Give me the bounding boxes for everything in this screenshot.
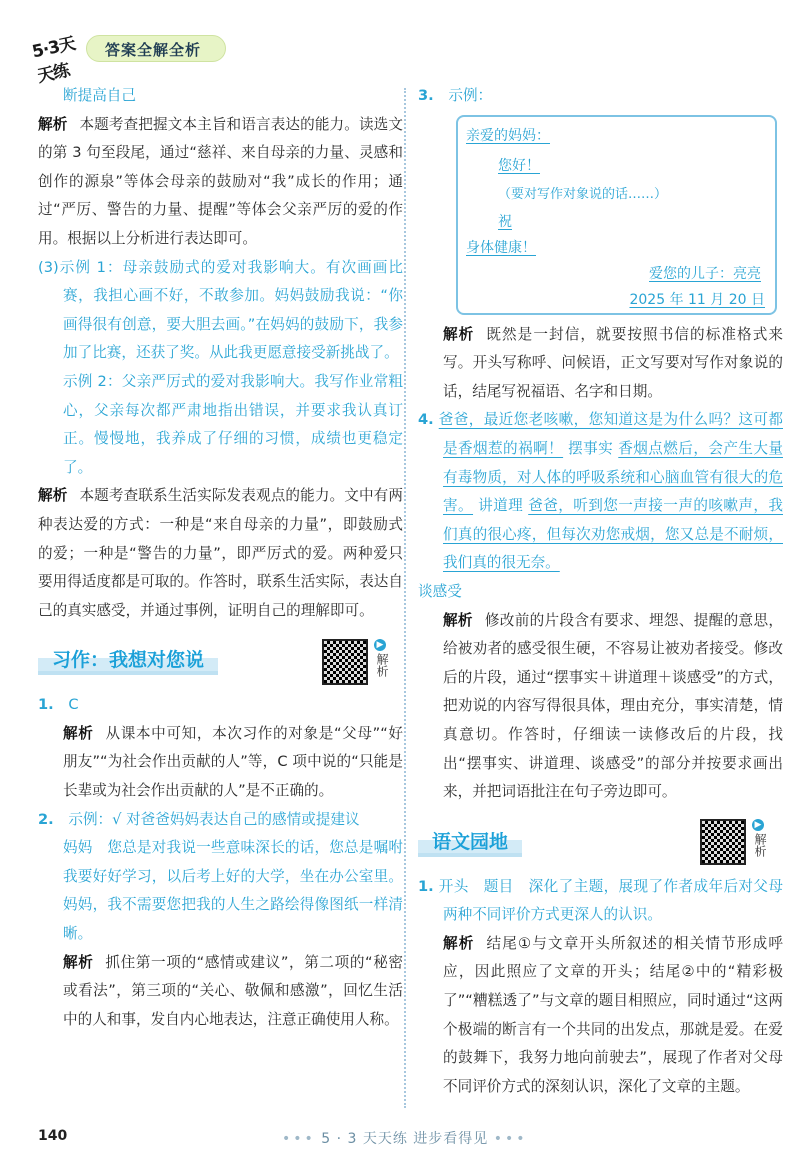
play-icon: ▶	[752, 819, 764, 831]
analysis-text: 从课本中可知，本次习作的对象是“父母”“好朋友”“为社会作出贡献的人”等，C 项中说的“只能是长辈或为社会作出贡献的人”是不正确的。	[63, 724, 403, 800]
letter-salutation: 亲爱的妈妈：	[466, 127, 550, 144]
analysis-text: 抓住第一项的“感情或建议”，第二项的“秘密或看法”，第三项的“关心、敬佩和感激”，回忆生活中的人和事，发自内心地表达，注意正确使用人称。	[63, 953, 403, 1028]
footer-text: 5 · 3 天天练 进步看得见	[321, 1131, 489, 1147]
letter-signature: 爱您的儿子：亮亮	[649, 265, 761, 282]
analysis-tag: 解析	[63, 724, 94, 742]
analysis-tag: 解析	[38, 487, 68, 505]
left-column	[38, 82, 403, 1034]
letter-wish-2: 身体健康！	[466, 239, 536, 256]
footer-slogan	[282, 1128, 528, 1148]
annotation-keyword: 讲道理	[478, 497, 524, 515]
revised-text-2: 香烟点燃后，会产生大量有毒物质，对人体的呼吸系统和心脑血管有很大的危害。	[443, 439, 783, 515]
annotation-keyword: 摆事实	[568, 439, 614, 457]
question-item	[38, 806, 403, 835]
analysis-block	[38, 482, 403, 625]
annotation-keyword: 谈感受	[418, 582, 462, 600]
question-number: 4.	[418, 411, 434, 429]
analysis-text: 结尾①与文章开头所叙述的相关情节形成呼应，因此照应了文章的开头；结尾②中的“精彩极了”“糟糕透了”与文章的题目相照应，同时通过“这两个极端的断言有一个共同的出发点，那就是爱。在爱的鼓舞下，我努力地向前驶去”，展现了作者对父母不同评价方式的深刻认识，深化了文章的主题。	[443, 934, 783, 1095]
answer-label: 示例：	[448, 87, 493, 104]
analysis-text: 既然是一封信，就要按照书信的标准格式来写。开头写称呼、问候语，正文写要对写作对象说的话，结尾写祝福语、名字和日期。	[443, 325, 783, 400]
answer-text: 开头 题目 深化了主题，展现了作者成年后对父母两种不同评价方式更深人的认识。	[438, 877, 783, 924]
answer-text: 示例：√ 对爸爸妈妈表达自己的感情或提建议	[68, 810, 360, 828]
question-number: 3.	[418, 87, 434, 104]
question-item	[418, 873, 783, 930]
analysis-block	[418, 930, 783, 1102]
answer-example-1	[38, 254, 403, 368]
answer-text: 示例 1：母亲鼓励式的爱对我影响大。有次画画比赛，我担心画不好，不敢参加。妈妈鼓励我说：“你画得很有创意，要大胆去画。”在妈妈的鼓励下，我参加了比赛，还获了奖。从此我更愿意接受新挑战了。	[58, 258, 403, 362]
qr-label: 解析	[753, 832, 767, 857]
header-tag	[86, 35, 226, 62]
footer-dots-right: •••	[493, 1131, 528, 1147]
letter-date: 2025 年 11 月 20 日	[629, 291, 765, 308]
qr-code-icon[interactable]	[322, 639, 368, 685]
qr-code-icon[interactable]	[700, 819, 746, 865]
header-tag-text: 答案全解全析	[105, 41, 202, 59]
letter-box	[456, 115, 777, 315]
analysis-text: 本题考查把握文本主旨和语言表达的能力。读选文的第 3 句至段尾，通过“慈祥、来自母亲的力量、灵感和创作的源泉”等体会母亲的鼓励对“我”成长的作用；通过“严厉、警告的力量、提醒”等体会父亲严厉的爱的作用。根据以上分析进行表达即可。	[38, 115, 403, 247]
letter-wish-1: 祝	[498, 213, 512, 230]
answer-example-2: 示例 2：父亲严厉式的爱对我影响大。我写作业常粗心，父亲每次都严肃地指出错误，并要求我认真订正。慢慢地，我养成了仔细的习惯，成绩也更稳定了。	[63, 372, 403, 476]
section-banner	[418, 819, 783, 867]
brand-logo-text: 5·3天天练	[30, 33, 77, 87]
footer-dots-left: •••	[282, 1131, 316, 1147]
analysis-block	[38, 111, 403, 254]
section-banner	[38, 637, 403, 685]
analysis-tag: 解析	[443, 611, 473, 629]
play-icon: ▶	[374, 639, 386, 651]
letter-greeting: 您好！	[498, 157, 540, 174]
analysis-block	[38, 949, 403, 1035]
qr-label: 解析	[375, 653, 389, 678]
section-title: 习作：我想对您说	[38, 645, 218, 675]
answer-text: C	[68, 696, 79, 714]
question-number: 1.	[38, 696, 54, 714]
analysis-text: 修改前的片段含有要求、埋怨、提醒的意思，给被劝者的感受很生硬，不容易让被劝者接受。修改后的片段，通过“摆事实＋讲道理＋谈感受”的方式，把劝说的内容写得很具体，理由充分，事实清楚，情真意切。作答时，仔细读一读修改后的片段，找出“摆事实、讲道理、谈感受”的部分并按要求画出来，并把词语批注在句子旁边即可。	[443, 611, 783, 801]
revised-text-3: 爸爸，听到您一声接一声的咳嗽声，我们真的很心疼，但每次劝您戒烟，您又总是不耐烦，我们真的很无奈。	[443, 497, 783, 572]
analysis-block	[38, 720, 403, 806]
analysis-block	[418, 607, 783, 807]
analysis-tag: 解析	[443, 934, 475, 952]
answer-continuation: 断提高自己	[63, 87, 136, 104]
brand-logo	[30, 28, 86, 87]
letter-body: （要对写作对象说的话……）	[498, 186, 668, 202]
page-footer	[0, 1124, 800, 1154]
analysis-block	[418, 321, 783, 407]
page-number: 140	[38, 1128, 68, 1144]
analysis-tag: 解析	[443, 325, 475, 343]
right-column	[418, 82, 783, 1101]
answer-text-body: 妈妈 您总是对我说一些意味深长的话，您总是嘱咐我要好好学习，以后考上好的大学，坐在办公室里。妈妈，我不需要您把我的人生之路绘得像图纸一样清晰。	[63, 839, 403, 943]
section-title: 语文园地	[418, 827, 522, 857]
revised-text-1: 爸爸，最近您老咳嗽，您知道这是为什么吗？这可都是香烟惹的祸啊！	[438, 411, 783, 457]
question-number: 2.	[38, 810, 54, 828]
analysis-tag: 解析	[63, 953, 94, 971]
column-divider	[404, 88, 406, 1108]
analysis-tag: 解析	[38, 115, 68, 133]
question-item	[38, 691, 403, 720]
analysis-text: 本题考查联系生活实际发表观点的能力。文中有两种表达爱的方式：一种是“来自母亲的力量”，即鼓励式的爱；一种是“警告的力量”，即严厉式的爱。两种爱只要用得适度都是可取的。作答时，联系生活实际，表达自己的真实感受，并通过事例，证明自己的理解即可。	[38, 487, 403, 619]
question-item	[418, 82, 783, 111]
question-number: 1.	[418, 877, 434, 895]
question-item	[418, 406, 783, 606]
question-number: (3)	[38, 258, 59, 276]
